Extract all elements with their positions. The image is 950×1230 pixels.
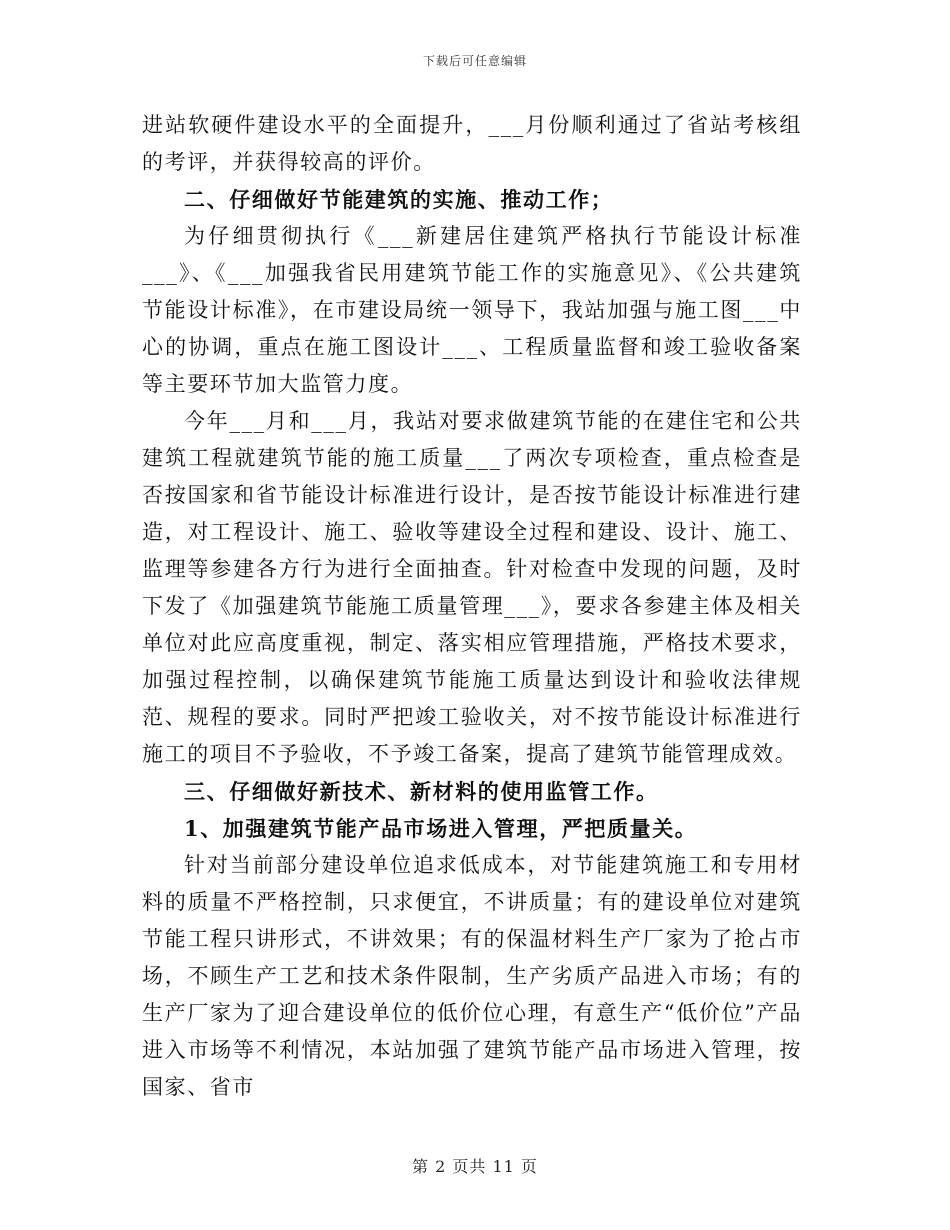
section-heading-3: 三、仔细做好新技术、新材料的使用监管工作。	[184, 779, 659, 804]
paragraph-continuation: 进站软硬件建设水平的全面提升，___月份顺利通过了省站考核组的考评，并获得较高的评价。	[142, 113, 802, 174]
page-header: 下载后可任意编辑	[422, 54, 527, 68]
document-body	[142, 107, 802, 1106]
page-number: 第 2 页共 11 页	[412, 1157, 538, 1176]
section-heading-2: 二、仔细做好节能建筑的实施、推动工作；	[184, 187, 614, 212]
paragraph-standards: 为仔细贯彻执行《___新建居住建筑严格执行节能设计标准___》、《___加强我省民用建筑节能工作的实施意见》、《公共建筑节能设计标准》，在市建设局统一领导下，我站加强与施工图___中心的协调，重点在施工图设计___、工程质量监督和竣工验收备案等主要环节加大监管力度。	[142, 224, 802, 396]
paragraph-market-access: 针对当前部分建设单位追求低成本，对节能建筑施工和专用材料的质量不严格控制，只求便宜，不讲质量；有的建设单位对建筑节能工程只讲形式，不讲效果；有的保温材料生产厂家为了抢占市场，不顾生产工艺和技术条件限制，生产劣质产品进入市场；有的生产厂家为了迎合建设单位的低价位心理，有意生产“低价位”产品进入市场等不利情况，本站加强了建筑节能产品市场进入管理，按国家、省市	[142, 853, 802, 1099]
subsection-heading-3-1: 1、加强建筑节能产品市场进入管理，严把质量关。	[184, 816, 698, 841]
paragraph-inspection: 今年___月和___月，我站对要求做建筑节能的在建住宅和公共建筑工程就建筑节能的施工质量___了两次专项检查，重点检查是否按国家和省节能设计标准进行设计，是否按节能设计标准进行建造，对工程设计、施工、验收等建设全过程和建设、设计、施工、监理等参建各方行为进行全面抽查。针对检查中发现的问题，及时下发了《加强建筑节能施工质量管理___》，要求各参建主体及相关单位对此应高度重视，制定、落实相应管理措施，严格技术要求，加强过程控制，以确保建筑节能施工质量达到设计和验收法律规范、规程的要求。同时严把竣工验收关，对不按节能设计标准进行施工的项目不予验收，不予竣工备案，提高了建筑节能管理成效。	[142, 409, 802, 766]
